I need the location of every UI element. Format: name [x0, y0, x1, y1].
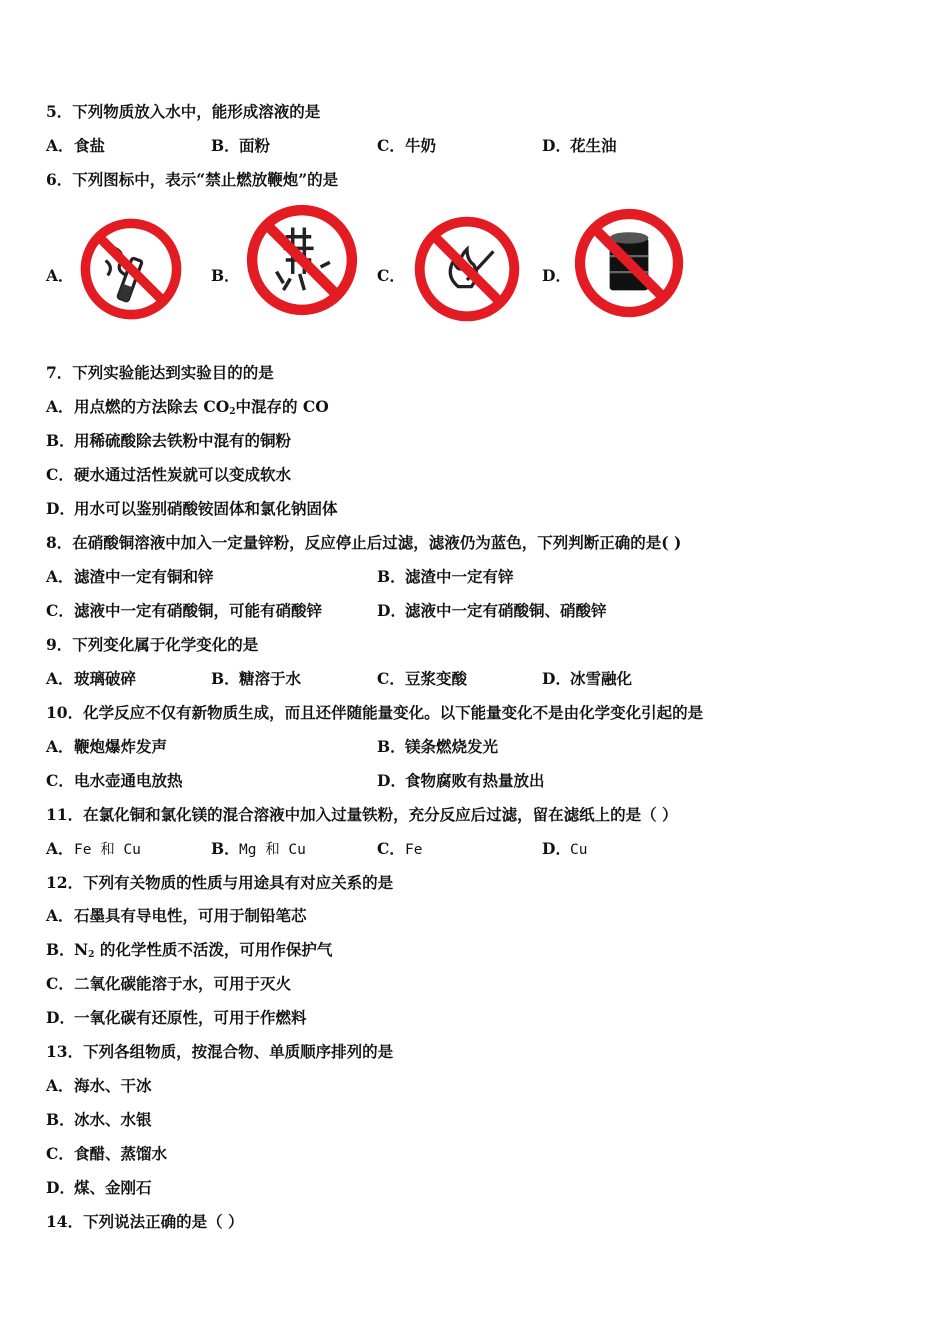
- q10-option-c: C．电水壶通电放热: [46, 771, 183, 790]
- q12-option-b: B．$N_2$ 的化学性质不活泼，可用作保护气: [46, 940, 333, 960]
- q8-option-a: A．滤渣中一定有铜和锌: [46, 567, 214, 586]
- q7-option-d: D．用水可以鉴别硝酸铵固体和氯化钠固体: [46, 499, 338, 518]
- q8-option-d: D．滤液中一定有硝酸铜、硝酸锌: [377, 601, 607, 620]
- q9-option-d: D．冰雪融化: [542, 669, 633, 688]
- question-6-stem: 6．下列图标中，表示“禁止燃放鞭炮”的是: [46, 170, 339, 189]
- question-11-stem: 11．在氯化铜和氯化镁的混合溶液中加入过量铁粉，充分反应后过滤，留在滤纸上的是（ ）: [46, 805, 678, 824]
- q6-option-a-label: A．: [46, 266, 74, 285]
- question-5-stem: 5．下列物质放入水中，能形成溶液的是: [46, 102, 321, 121]
- q6-option-d-label: D．: [542, 266, 571, 285]
- q12-option-c: C．二氧化碳能溶于水，可用于灭火: [46, 974, 292, 993]
- q8-option-b: B．滤渣中一定有锌: [377, 567, 514, 586]
- q5-option-c: C．牛奶: [377, 136, 437, 155]
- q11-option-c: C．Fe: [377, 839, 423, 858]
- q9-option-b: B．糖溶于水: [211, 669, 302, 688]
- no-firecrackers-sign-icon: [244, 202, 360, 318]
- q12-option-d: D．一氧化碳有还原性，可用于作燃料: [46, 1008, 307, 1027]
- question-9-stem: 9．下列变化属于化学变化的是: [46, 635, 259, 654]
- q11-option-d: D．Cu: [542, 839, 588, 858]
- q13-option-d: D．煤、金刚石: [46, 1178, 152, 1197]
- question-12-stem: 12．下列有关物质的性质与用途具有对应关系的是: [46, 873, 394, 892]
- question-10-stem: 10．化学反应不仅有新物质生成，而且还伴随能量变化。以下能量变化不是由化学变化引起的是: [46, 703, 704, 722]
- q7-option-c: C．硬水通过活性炭就可以变成软水: [46, 465, 292, 484]
- question-14-stem: 14．下列说法正确的是（ ）: [46, 1212, 244, 1231]
- question-13-stem: 13．下列各组物质，按混合物、单质顺序排列的是: [46, 1042, 394, 1061]
- no-oil-drum-sign-icon: [572, 206, 686, 320]
- q13-option-b: B．冰水、水银: [46, 1110, 152, 1129]
- question-7-stem: 7．下列实验能达到实验目的的是: [46, 363, 274, 382]
- q11-option-b: B．Mg 和 Cu: [211, 839, 306, 858]
- no-smoking-sign-icon: [78, 216, 184, 322]
- q9-option-c: C．豆浆变酸: [377, 669, 468, 688]
- q6-option-b-label: B．: [211, 266, 240, 285]
- q7-option-b: B．用稀硫酸除去铁粉中混有的铜粉: [46, 431, 292, 450]
- q11-option-a: A．Fe 和 Cu: [46, 839, 141, 858]
- q9-option-a: A．玻璃破碎: [46, 669, 137, 688]
- q8-option-c: C．滤液中一定有硝酸铜，可能有硝酸锌: [46, 601, 323, 620]
- question-8-stem: 8．在硝酸铜溶液中加入一定量锌粉，反应停止后过滤，滤液仍为蓝色，下列判断正确的是( ): [46, 533, 682, 552]
- q5-option-b: B．面粉: [211, 136, 271, 155]
- q10-option-d: D．食物腐败有热量放出: [377, 771, 545, 790]
- q12-option-a: A．石墨具有导电性，可用于制铅笔芯: [46, 906, 307, 925]
- q10-option-b: B．镁条燃烧发光: [377, 737, 499, 756]
- q6-option-c-label: C．: [377, 266, 405, 285]
- q5-option-d: D．花生油: [542, 136, 617, 155]
- q7-option-a: A．用点燃的方法除去 $CO_2$中混存的 CO: [46, 397, 329, 417]
- q13-option-a: A．海水、干冰: [46, 1076, 152, 1095]
- q10-option-a: A．鞭炮爆炸发声: [46, 737, 168, 756]
- no-open-flame-sign-icon: [412, 214, 522, 324]
- q13-option-c: C．食醋、蒸馏水: [46, 1144, 168, 1163]
- q5-option-a: A．食盐: [46, 136, 106, 155]
